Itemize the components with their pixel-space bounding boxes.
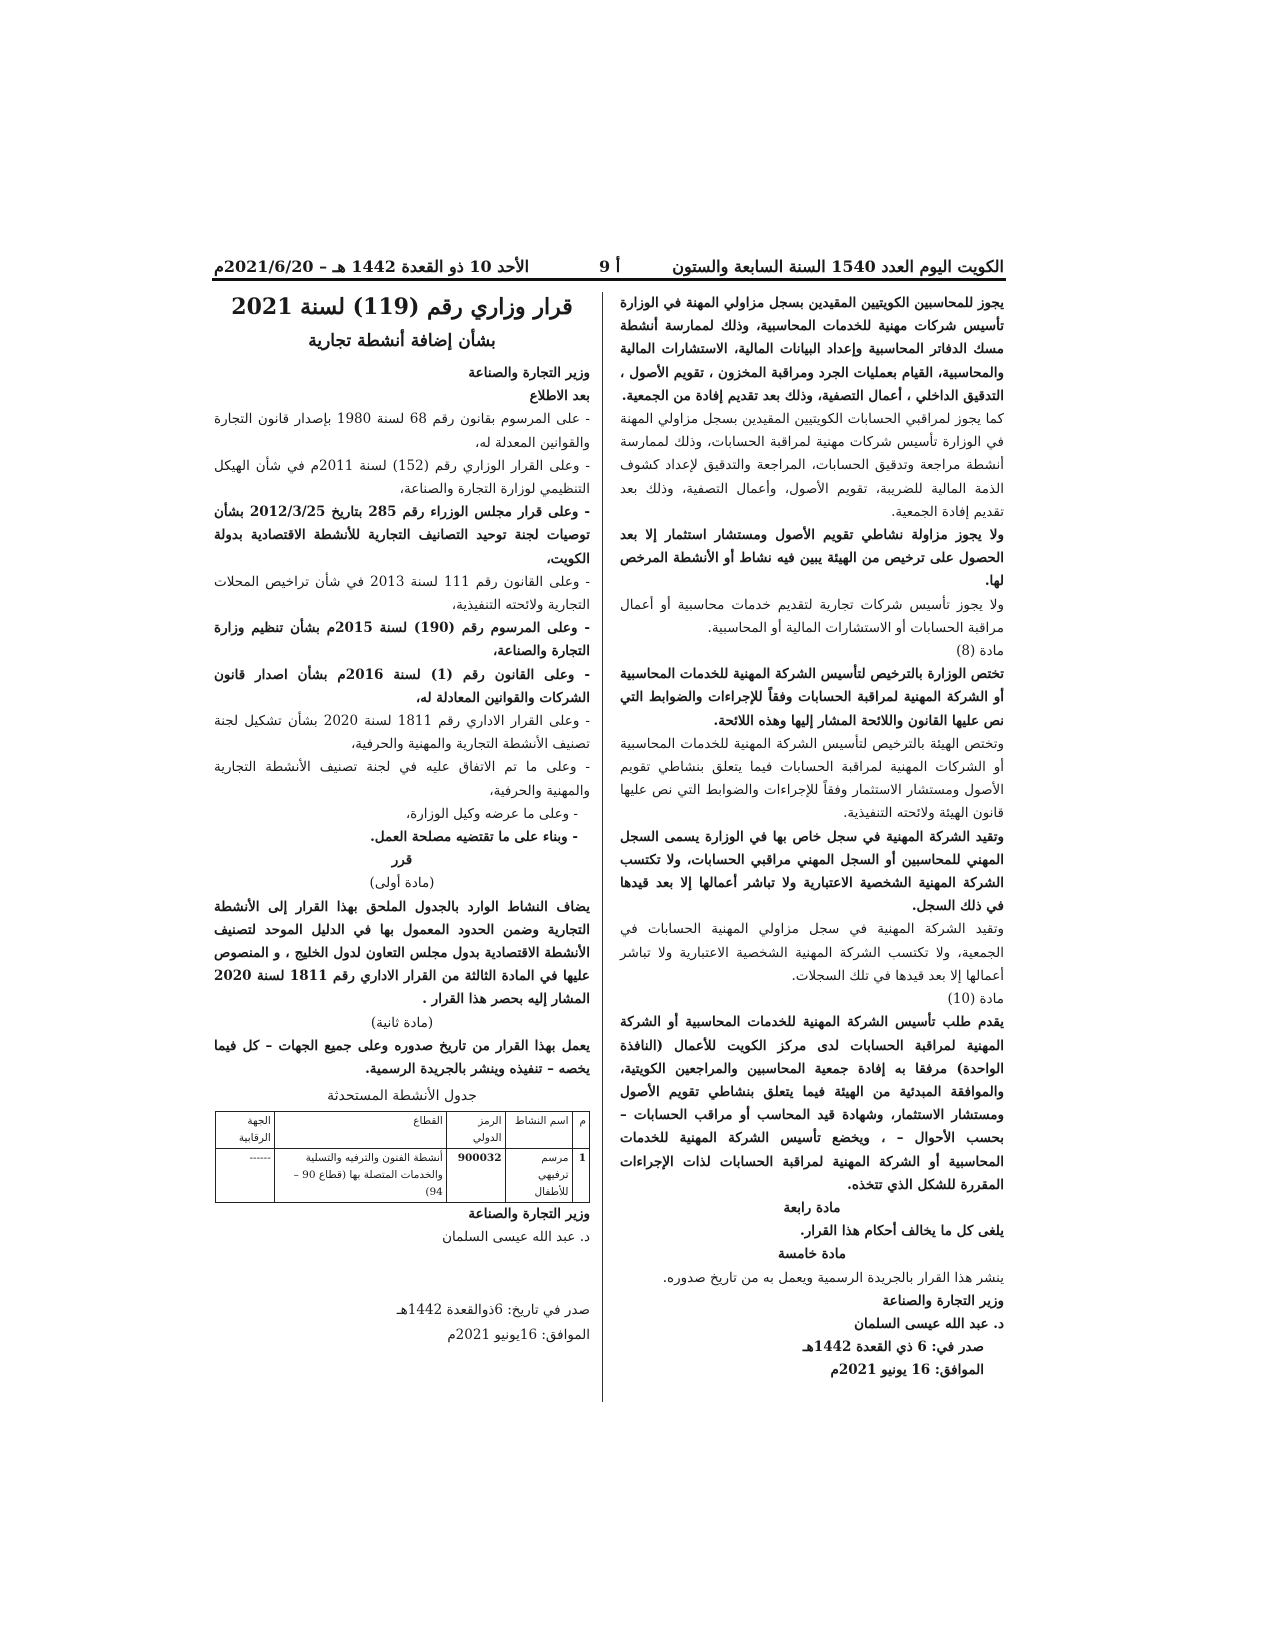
table-cell: 900032: [446, 1148, 505, 1202]
table-cell: ------: [216, 1148, 275, 1202]
table-header: م: [572, 1111, 590, 1148]
decided-heading: قرر: [391, 852, 413, 869]
signature-name: د. عبد الله عيسى السلمان: [442, 1228, 590, 1245]
list-item: - وعلى القانون رقم 111 لسنة 2013 في شأن تراخيص المحلات التجارية ولائحته التنفيذية،: [214, 573, 590, 614]
decision-title: قرار وزاري رقم (119) لسنة 2021: [231, 294, 573, 320]
table-caption: جدول الأنشطة المستحدثة: [327, 1088, 477, 1105]
paragraph: وتقيد الشركة المهنية في سجل مزاولي المهنية الحسابات في الجمعية، ولا تكتسب الشركة المهنية الشخصية الاعتبارية ولا تباشر أعمالها إلا بعد قيدها في تلك السجلات.: [620, 921, 1004, 984]
list-item: - وعلى القانون رقم (1) لسنة 2016م بشأن اصدار قانون الشركات والقوانين المعادلة له،: [214, 666, 590, 706]
article-heading: (مادة أولى): [369, 875, 435, 892]
after-review: بعد الاطلاع: [529, 388, 590, 405]
paragraph: يقدم طلب تأسيس الشركة المهنية للخدمات المحاسبية أو الشركة المهنية لمراقبة الحسابات لدى مركز الكويت للأعمال (النافذة الواحدة) مرفقا به إفادة جمعية المحاسبين والمراجعين الكويتية، والموافقة المبدئية من الهيئة فيما يتعلق بنشاطي تقويم الأصول ومستشار الاستثمار، وشهادة قيد المحاسب أو مراقب الحسابات – بحسب الأحوال – ، ويخضع تأسيس الشركة المهنية للخدمات المحاسبية أو الشركة المهنية لمراقبة الحسابات لذات الإجراءات المقررة للشكل الذي تتخذه.: [620, 1014, 1004, 1193]
left-issued-block: [214, 1298, 590, 1348]
issued-date: صدر في تاريخ: 6ذوالقعدة 1442هـ: [396, 1302, 590, 1318]
header-rule: [212, 278, 1006, 281]
signature-title: وزير التجارة والصناعة: [468, 1205, 590, 1222]
issued-date-gregorian: الموافق: 16 يونيو 2021م: [830, 1362, 984, 1379]
header-issue: الكويت اليوم العدد 1540 السنة السابعة والستون: [672, 257, 1004, 276]
list-item: - وعلى القرار الاداري رقم 1811 لسنة 2020 بشأن تشكيل لجنة تصنيف الأنشطة التجارية والمهنية والحرفية،: [214, 713, 590, 753]
list-item: - وعلى ما تم الاتفاق عليه في لجنة تصنيف الأنشطة التجارية والمهنية والحرفية،: [214, 759, 590, 799]
table-row: [216, 1148, 590, 1202]
paragraph: تختص الوزارة بالترخيص لتأسيس الشركة المهنية للخدمات المحاسبية أو الشركة المهنية لمراقبة الحسابات وفقاً للإجراءات والضوابط التي نص عليها القانون واللائحة المشار إليها وهذه اللائحة.: [620, 666, 1004, 729]
activities-table: [215, 1111, 590, 1203]
table-header-row: [216, 1111, 590, 1148]
list-item: - على المرسوم بقانون رقم 68 لسنة 1980 بإصدار قانون التجارة والقوانين المعدلة له،: [214, 411, 590, 451]
paragraph: يعمل بهذا القرار من تاريخ صدوره وعلى جميع الجهات – كل فيما يخصه – تنفيذه وينشر بالجريدة الرسمية.: [214, 1037, 590, 1078]
issued-date-gregorian: الموافق: 16يونيو 2021م: [447, 1327, 590, 1343]
table-header: الجهة الرقابية: [216, 1111, 275, 1148]
list-item: - وعلى المرسوم رقم (190) لسنة 2015م بشأن تنظيم وزارة التجارة والصناعة،: [214, 620, 590, 660]
right-column: [620, 292, 1004, 1383]
article-heading: (مادة ثانية): [370, 1014, 434, 1031]
header-page-number: أ 9: [599, 257, 621, 276]
paragraph: ولا يجوز تأسيس شركات تجارية لتقديم خدمات محاسبية أو أعمال مراقبة الحسابات أو الاستشارات المالية أو المحاسبية.: [620, 596, 1004, 636]
decision-subtitle: بشأن إضافة أنشطة تجارية: [308, 331, 496, 351]
table-header: اسم النشاط: [505, 1111, 572, 1148]
list-item: - وعلى القرار الوزاري رقم (152) لسنة 2011م في شأن الهيكل التنظيمي لوزارة التجارة والصناعة،: [214, 457, 590, 498]
signature-name: د. عبد الله عيسى السلمان: [854, 1315, 1004, 1332]
paragraph: كما يجوز لمراقبي الحسابات الكويتيين المقيدين بسجل مزاولي المهنة في الوزارة تأسيس شركات مهنية لمراقبة الحسابات، وذلك لممارسة أنشطة مراجعة وتدقيق الحسابات، المراجعة والتدقيق لإعداد كشوف الذمة المالية للضريبة، تقويم الأصول، وأعمال التصفية، وذلك بعد تقديم إفادة الجمعية.: [620, 411, 1004, 520]
table-header: القطاع: [274, 1111, 446, 1148]
paragraph: يجوز للمحاسبين الكويتيين المقيدين بسجل مزاولي المهنة في الوزارة تأسيس شركات مهنية للخدمات المحاسبية، وذلك لممارسة أنشطة مسك الدفاتر المحاسبية وإعداد البيانات المالية، الاستشارات المالية والمحاسبية، القيام بعمليات الجرد ومراقبة المخزون ، تقويم الأصول ، التدقيق الداخلي ، أعمال التصفية، وذلك بعد تقديم إفادة من الجمعية.: [620, 295, 1004, 404]
left-column: [214, 292, 590, 1249]
paragraph: يلغى كل ما يخالف أحكام هذا القرار.: [800, 1223, 1004, 1240]
table-cell: مرسم ترفيهي للأطفال: [505, 1148, 572, 1202]
paragraph: وتختص الهيئة بالترخيص لتأسيس الشركة المهنية للخدمات المحاسبية أو الشركات المهنية لمراقبة الحسابات فيما يتعلق بنشاطي تقويم الأصول ومستشار الاستثمار وفقاً للإجراءات والضوابط التي نص عليها قانون الهيئة ولائحته التنفيذية.: [620, 735, 1004, 822]
article-heading: مادة خامسة: [777, 1246, 847, 1263]
column-divider: [602, 292, 603, 1402]
table-header: الرمز الدولي: [446, 1111, 505, 1148]
issued-date: صدر في: 6 ذي القعدة 1442هـ: [802, 1339, 984, 1356]
article-heading: مادة رابعة: [783, 1199, 841, 1216]
list-item: - وعلى ما عرضه وكيل الوزارة،: [405, 805, 578, 822]
paragraph: يضاف النشاط الوارد بالجدول الملحق بهذا القرار إلى الأنشطة التجارية وضمن الحدود المعمول بها في الدليل الموحد لتصنيف الأنشطة الاقتصادية بدول مجلس التعاون لدول الخليج ، و المنصوص عليها في المادة الثالثة من القرار الاداري رقم 1811 لسنة 2020 المشار إليه بحصر هذا القرار .: [214, 898, 590, 1008]
list-item: - وعلى قرار مجلس الوزراء رقم 285 بتاريخ 2012/3/25 بشأن توصيات لجنة توحيد التصانيف التجارية للأنشطة الاقتصادية بدولة الكويت،: [214, 504, 590, 567]
list-item: - وبناء على ما تقتضيه مصلحة العمل.: [370, 829, 578, 846]
article-heading: مادة (8): [956, 643, 1004, 660]
article-heading: مادة (10): [947, 991, 1004, 1008]
table-cell: أنشطة الفنون والترفيه والتسلية والخدمات المتصلة بها (قطاع 90 – 94): [274, 1148, 446, 1202]
paragraph: ولا يجوز مزاولة نشاطي تقويم الأصول ومستشار استثمار إلا بعد الحصول على ترخيص من الهيئة يبين فيه نشاط أو الأنشطة المرخص لها.: [620, 527, 1004, 590]
paragraph: ينشر هذا القرار بالجريدة الرسمية ويعمل به من تاريخ صدوره.: [662, 1269, 1004, 1286]
minister-line: وزير التجارة والصناعة: [468, 365, 590, 381]
table-cell: 1: [572, 1148, 590, 1202]
signature-title: وزير التجارة والصناعة: [882, 1292, 1004, 1309]
paragraph: وتقيد الشركة المهنية في سجل خاص بها في الوزارة يسمى السجل المهني للمحاسبين أو السجل المهني مراقبي الحسابات، ولا تكتسب الشركة المهنية الشخصية الاعتبارية ولا تباشر أعمالها إلا بعد قيدها في ذلك السجل.: [620, 828, 1004, 915]
header-date: الأحد 10 ذو القعدة 1442 هـ – 2021/6/20م: [214, 257, 530, 276]
